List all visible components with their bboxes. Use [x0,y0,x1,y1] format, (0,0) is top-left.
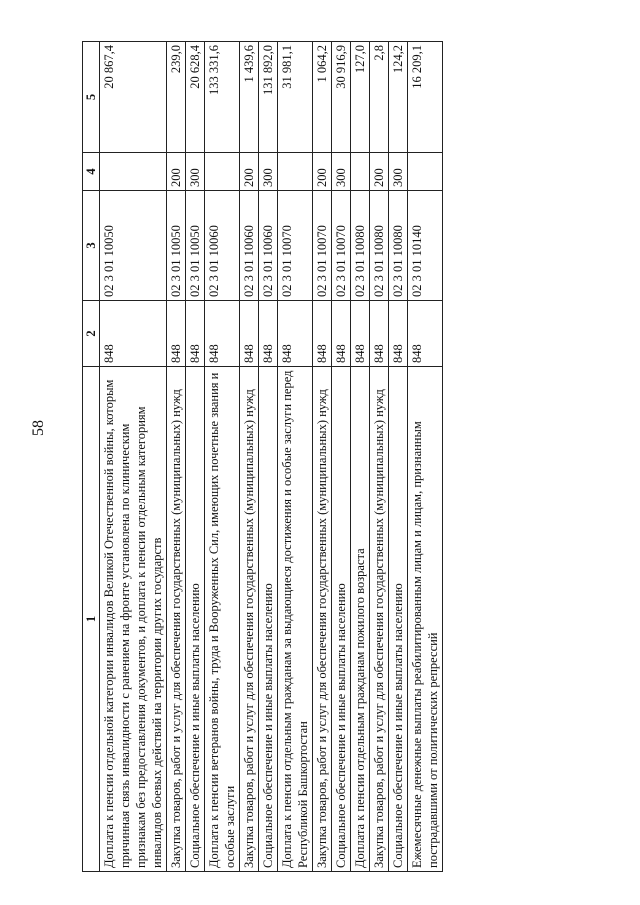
row-code: 02 3 01 10070 [313,191,332,301]
row-kvr: 200 [313,153,332,191]
row-code: 02 3 01 10060 [240,191,259,301]
row-code: 02 3 01 10140 [408,191,443,301]
header-cell-sum: 5 [83,42,100,153]
table-row [205,42,240,872]
row-name: Ежемесячные денежные выплаты реабилитированным лицам и лицам, признанным пострадавшими от политических репрессий [408,367,443,872]
table-row [100,42,167,872]
header-cell-kvr: 4 [83,153,100,191]
row-sum: 16 209,1 [408,42,443,153]
row-sum: 1 064,2 [313,42,332,153]
row-name: Закупка товаров, работ и услуг для обеспечения государственных (муниципальных) нужд [370,367,389,872]
row-kvr [408,153,443,191]
row-name: Доплата к пенсии отдельным гражданам за выдающиеся достижения и особые заслуги перед Республикой Башкортостан [278,367,313,872]
row-kvr: 200 [240,153,259,191]
row-kvr: 300 [389,153,408,191]
row-name: Доплата к пенсии отдельной категории инвалидов Великой Отечественной войны, которым причинная связь инвалидности с ранением на фронте установлена по клиническим признакам без предоставления документов, и доплата к пенсии отдельным категориям инвалидов боевых действий на территории других государств [100,367,167,872]
row-code: 02 3 01 10070 [278,191,313,301]
row-grbs: 848 [240,301,259,367]
row-kvr [100,153,167,191]
row-name: Социальное обеспечение и иные выплаты населению [332,367,351,872]
row-grbs: 848 [186,301,205,367]
table-row [313,42,332,872]
budget-table [82,41,443,872]
row-grbs: 848 [370,301,389,367]
row-code: 02 3 01 10080 [351,191,370,301]
row-sum: 124,2 [389,42,408,153]
row-code: 02 3 01 10070 [332,191,351,301]
row-name: Закупка товаров, работ и услуг для обеспечения государственных (муниципальных) нужд [240,367,259,872]
row-code: 02 3 01 10050 [167,191,186,301]
row-kvr [205,153,240,191]
row-sum: 1 439,6 [240,42,259,153]
table-row [259,42,278,872]
row-kvr: 200 [167,153,186,191]
table-row [370,42,389,872]
row-grbs: 848 [389,301,408,367]
row-name: Социальное обеспечение и иные выплаты населению [259,367,278,872]
row-name: Закупка товаров, работ и услуг для обеспечения государственных (муниципальных) нужд [167,367,186,872]
row-code: 02 3 01 10050 [100,191,167,301]
row-grbs: 848 [205,301,240,367]
row-kvr: 300 [259,153,278,191]
row-name: Доплата к пенсии ветеранов войны, труда и Вооруженных Сил, имеющих почетные звания и особые заслуги [205,367,240,872]
table-row [167,42,186,872]
row-sum: 133 331,6 [205,42,240,153]
row-kvr: 300 [186,153,205,191]
row-sum: 131 892,0 [259,42,278,153]
row-name: Социальное обеспечение и иные выплаты населению [186,367,205,872]
row-grbs: 848 [167,301,186,367]
header-cell-name: 1 [83,367,100,872]
table-row [186,42,205,872]
row-name: Доплата к пенсии отдельным гражданам пожилого возраста [351,367,370,872]
row-grbs: 848 [259,301,278,367]
header-row [83,42,100,872]
row-code: 02 3 01 10060 [259,191,278,301]
page-number: 58 [30,420,47,436]
row-code: 02 3 01 10080 [370,191,389,301]
row-sum: 2,8 [370,42,389,153]
header-cell-grbs: 2 [83,301,100,367]
row-grbs: 848 [351,301,370,367]
row-sum: 31 981,1 [278,42,313,153]
table-row [408,42,443,872]
table-row [278,42,313,872]
row-grbs: 848 [332,301,351,367]
table-row [389,42,408,872]
table-row [240,42,259,872]
row-sum: 30 916,9 [332,42,351,153]
row-code: 02 3 01 10060 [205,191,240,301]
row-kvr: 200 [370,153,389,191]
row-kvr: 300 [332,153,351,191]
row-grbs: 848 [100,301,167,367]
row-kvr [351,153,370,191]
row-name: Социальное обеспечение и иные выплаты населению [389,367,408,872]
row-name: Закупка товаров, работ и услуг для обеспечения государственных (муниципальных) нужд [313,367,332,872]
row-sum: 239,0 [167,42,186,153]
row-grbs: 848 [278,301,313,367]
rotated-page-content [82,42,620,872]
row-sum: 20 628,4 [186,42,205,153]
row-grbs: 848 [313,301,332,367]
row-sum: 127,0 [351,42,370,153]
row-code: 02 3 01 10050 [186,191,205,301]
row-sum: 20 867,4 [100,42,167,153]
table-row [351,42,370,872]
row-kvr [278,153,313,191]
row-grbs: 848 [408,301,443,367]
header-cell-code: 3 [83,191,100,301]
table-row [332,42,351,872]
row-code: 02 3 01 10080 [389,191,408,301]
